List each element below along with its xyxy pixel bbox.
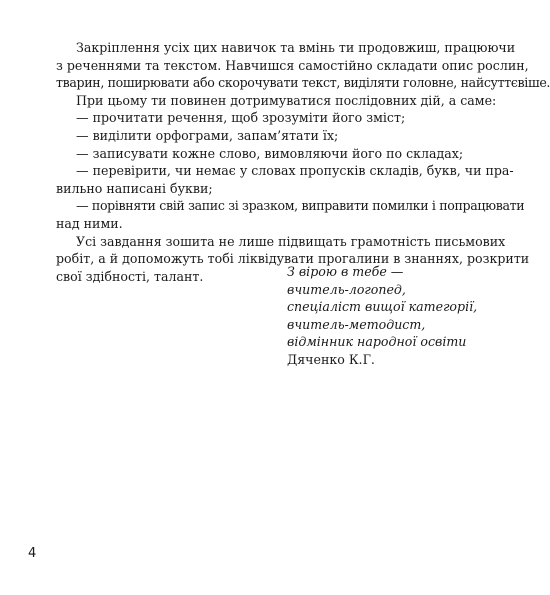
body-line: свої здібності, талант. — [56, 268, 204, 284]
body-line: з реченнями та текстом. Навчишся самостійно складати опис рослин, — [56, 57, 529, 73]
signature-line: відмінник народної освіти — [287, 334, 467, 350]
body-line: Закріплення усіх цих навичок та вмінь ти продовжиш, працюючи — [76, 40, 516, 55]
body-text — [56, 39, 550, 285]
author-name: Дяченко К.Г. — [287, 351, 375, 367]
list-item-continuation: над ними. — [56, 215, 123, 231]
body-line: Усі завдання зошита не лише підвищать грамотність письмових — [76, 233, 506, 249]
page-number: 4 — [28, 546, 37, 561]
list-item: — перевірити, чи немає у словах пропусків складів, букв, чи пра- — [76, 163, 514, 179]
signature-line: вчитель-методист, — [287, 316, 426, 332]
signature-line: спеціаліст вищої категорії, — [287, 299, 478, 315]
signature-line: вчитель-логопед, — [287, 281, 406, 297]
list-item: — порівняти свій запис зі зразком, виправити помилки і попрацювати — [76, 198, 525, 214]
body-line: При цьому ти повинен дотримуватися послідовних дій, а саме: — [76, 92, 497, 108]
author-signature — [287, 263, 477, 369]
signature-line: З вірою в тебе — — [287, 264, 404, 279]
list-item-continuation: вильно написані букви; — [56, 180, 213, 196]
body-line: тварин, поширювати або скорочувати текст, виділяти головне, найсуттєвіше. — [56, 75, 550, 91]
list-item: — виділити орфограми, запам’ятати їх; — [76, 127, 339, 143]
list-item: — записувати кожне слово, вимовляючи його по складах; — [76, 145, 464, 161]
list-item: — прочитати речення, щоб зрозуміти його зміст; — [76, 110, 406, 126]
body-line: робіт, а й допоможуть тобі ліквідувати прогалини в знаннях, розкрити — [56, 251, 530, 267]
